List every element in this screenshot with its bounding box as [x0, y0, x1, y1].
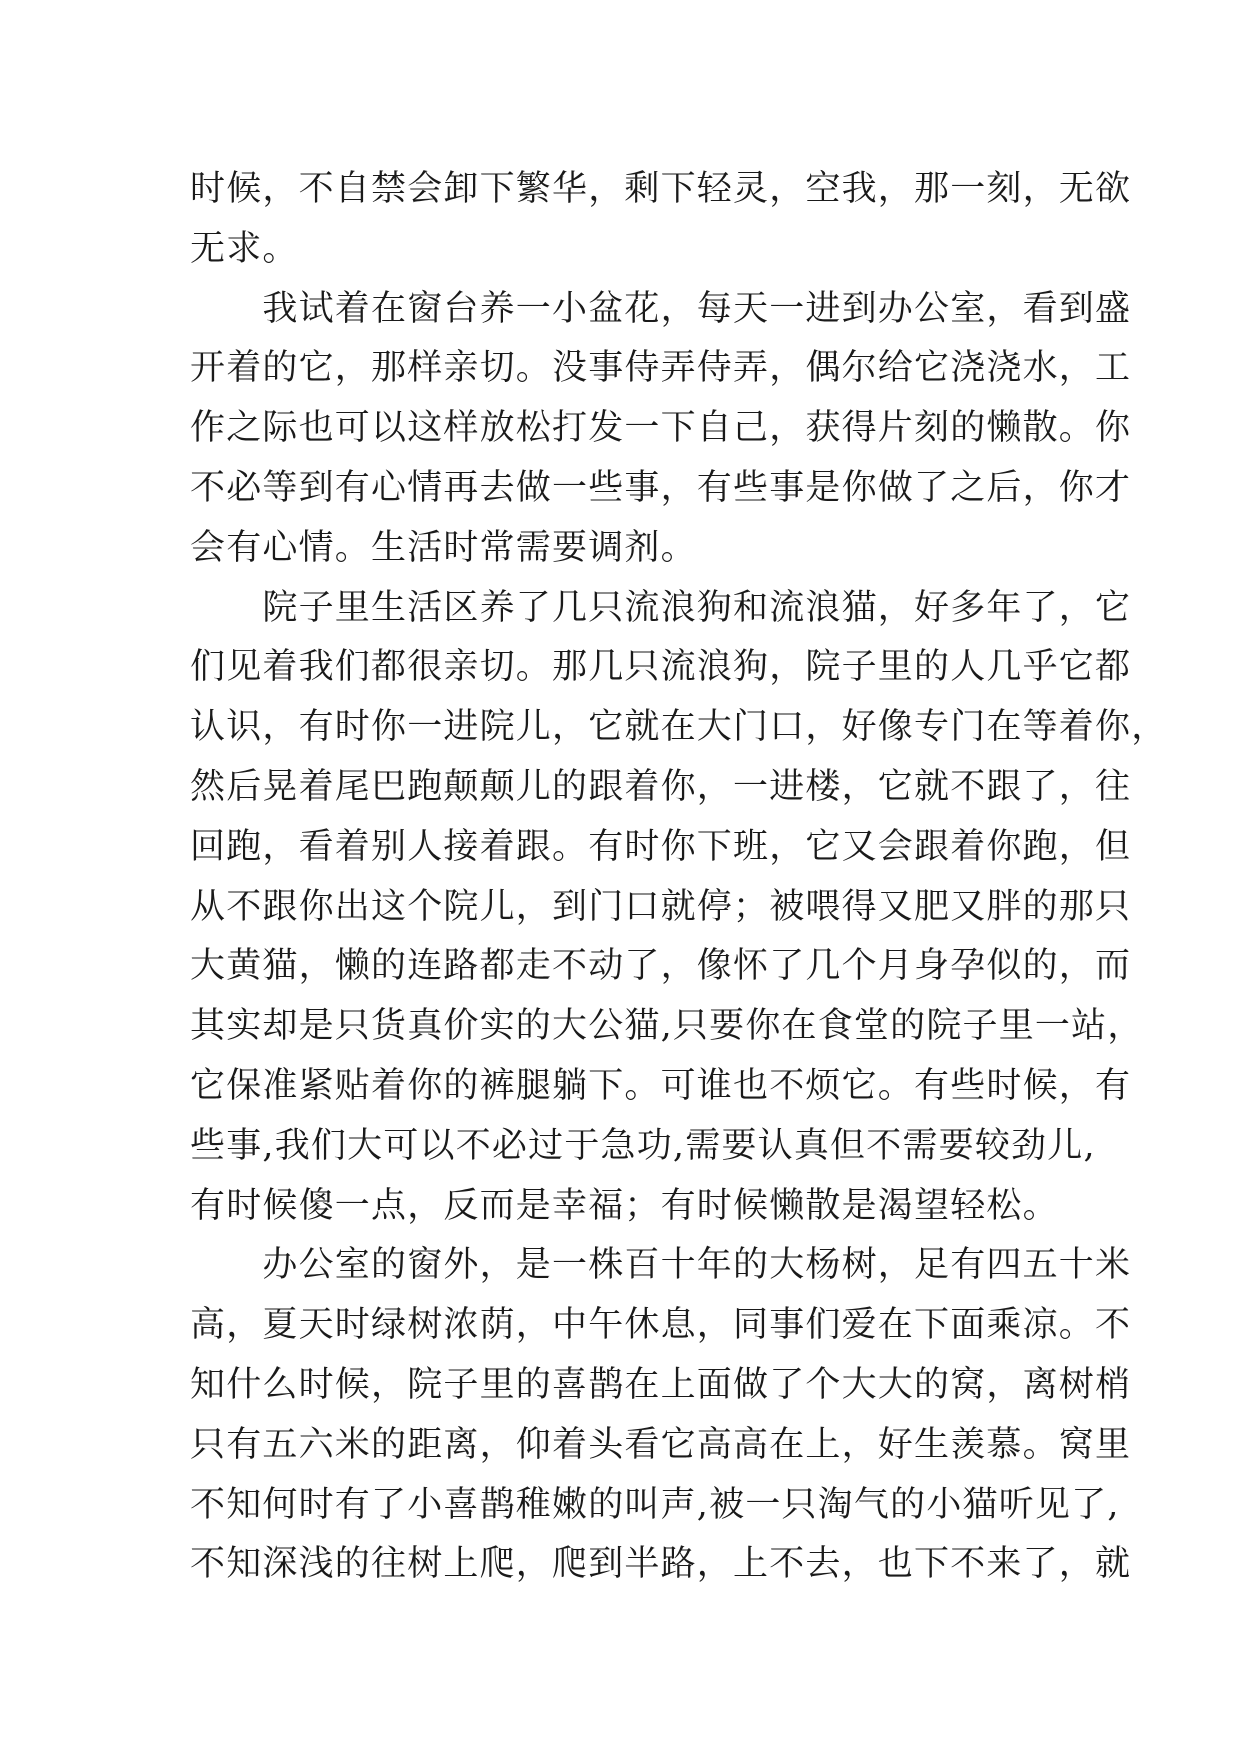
- text-line: 然后晃着尾巴跑颠颠儿的跟着你，一进楼，它就不跟了，往: [190, 766, 1132, 807]
- text-line: 大黄猫，懒的连路都走不动了，像怀了几个月身孕似的，而: [190, 946, 1132, 987]
- text-line: 些事,我们大可以不必过于急功,需要认真但不需要较劲儿,: [190, 1125, 1096, 1166]
- text-line: 不知深浅的往树上爬，爬到半路，上不去，也下不来了，就: [190, 1544, 1132, 1585]
- text-line: 不知何时有了小喜鹊稚嫩的叫声,被一只淘气的小猫听见了,: [190, 1484, 1120, 1525]
- text-line: 们见着我们都很亲切。那几只流浪狗，院子里的人几乎它都: [190, 647, 1132, 688]
- text-line: 只有五六米的距离，仰着头看它高高在上，好生羡慕。窝里: [190, 1424, 1132, 1465]
- text-line: 其实却是只货真价实的大公猫,只要你在食堂的院子里一站，: [190, 1006, 1144, 1047]
- text-line: 高，夏天时绿树浓荫，中午休息，同事们爱在下面乘凉。不: [190, 1305, 1132, 1346]
- text-line: 认识，有时你一进院儿，它就在大门口，好像专门在等着你，: [190, 707, 1168, 748]
- text-line: 会有心情。生活时常需要调剂。: [190, 527, 697, 568]
- text-line: 有时候傻一点，反而是幸福；有时候懒散是渴望轻松。: [190, 1185, 1059, 1226]
- text-line: 知什么时候，院子里的喜鹊在上面做了个大大的窝，离树梢: [190, 1364, 1132, 1405]
- text-line: 作之际也可以这样放松打发一下自己，获得片刻的懒散。你: [190, 408, 1132, 449]
- text-line: 回跑，看着别人接着跟。有时你下班，它又会跟着你跑，但: [190, 826, 1132, 867]
- text-line: 我试着在窗台养一小盆花，每天一进到办公室，看到盛: [190, 288, 1132, 329]
- text-line: 开着的它，那样亲切。没事侍弄侍弄，偶尔给它浇浇水，工: [190, 348, 1132, 389]
- text-line: 时候，不自禁会卸下繁华，剩下轻灵，空我，那一刻，无欲: [190, 169, 1132, 209]
- text-line: 它保准紧贴着你的裤腿躺下。可谁也不烦它。有些时候，有: [190, 1065, 1132, 1106]
- text-line: 从不跟你出这个院儿，到门口就停；被喂得又肥又胖的那只: [190, 886, 1132, 927]
- body-text: [190, 160, 1168, 1595]
- text-line: 办公室的窗外，是一株百十年的大杨树，足有四五十米: [190, 1245, 1132, 1286]
- text-line: 无求。: [190, 228, 299, 269]
- text-line: 不必等到有心情再去做一些事，有些事是你做了之后，你才: [190, 467, 1132, 508]
- text-line: 院子里生活区养了几只流浪狗和流浪猫，好多年了，它: [190, 587, 1132, 628]
